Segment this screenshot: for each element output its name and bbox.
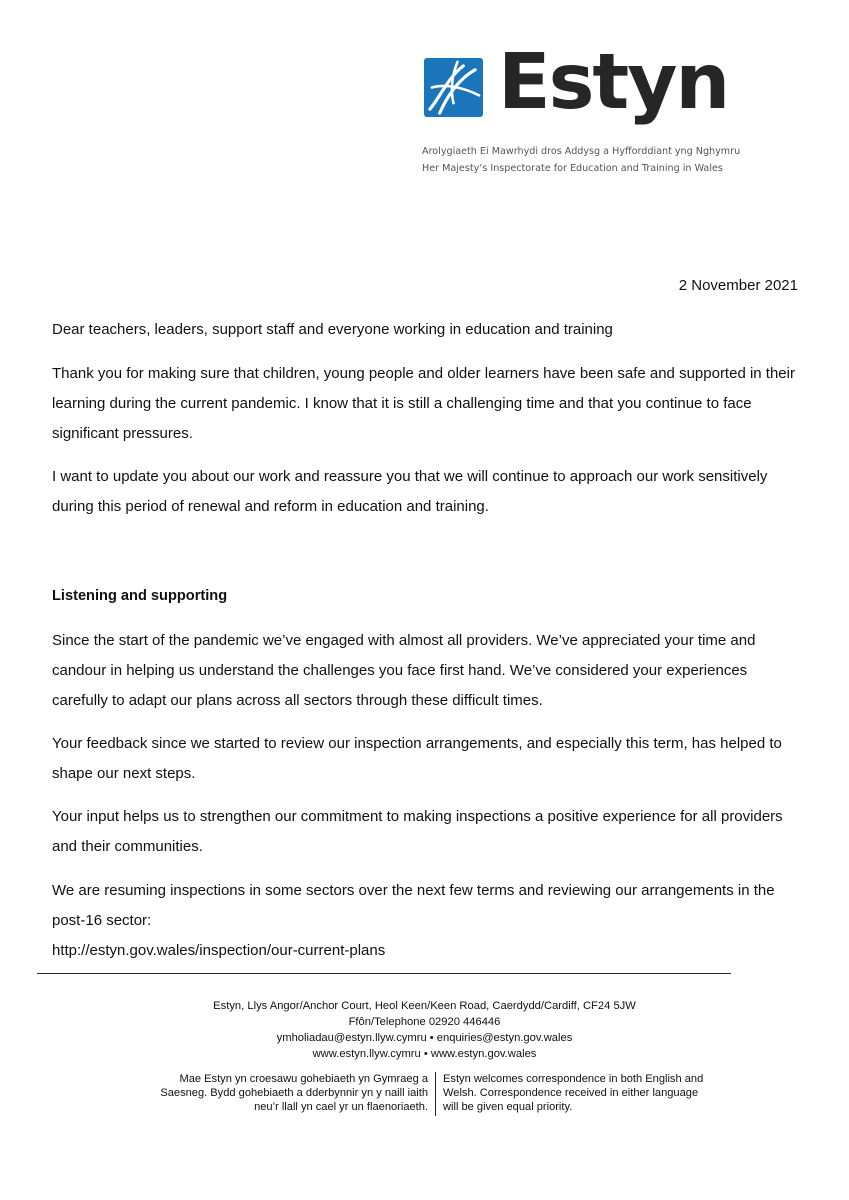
tagline-welsh: Arolygiaeth Ei Mawrhydi dros Addysg a Hyfforddiant yng Nghymru xyxy=(422,146,741,157)
paragraph-engagement: Since the start of the pandemic we’ve engaged with almost all providers. We’ve appreciated your time and candour in helping us understand the challenges you face first hand. We’ve considered your experiences carefully to adapt our plans across all sectors through these difficult times. xyxy=(52,632,756,709)
footer-address: Estyn, Llys Angor/Anchor Court, Heol Keen/Keen Road, Caerdydd/Cardiff, CF24 5JW xyxy=(213,1000,636,1012)
footer-welsh-statement: Mae Estyn yn croesawu gohebiaeth yn Gymraeg a Saesneg. Bydd gohebiaeth a dderbynnir yn y naill iaith neu’r llall yn cael yr un flaenoriaeth. xyxy=(160,1073,428,1113)
footer-telephone: Ffôn/Telephone 02920 446446 xyxy=(348,1016,501,1028)
footer-divider xyxy=(37,973,731,974)
paragraph-feedback: Your feedback since we started to review our inspection arrangements, and especially this term, has helped to shape our next steps. xyxy=(52,735,782,782)
paragraph-update: I want to update you about our work and reassure you that we will continue to approach our work sensitively during this period of renewal and reform in education and training. xyxy=(52,468,768,515)
current-plans-link[interactable]: http://estyn.gov.wales/inspection/our-current-plans xyxy=(52,942,386,959)
logo-wordmark: Estyn xyxy=(498,38,729,127)
footer-websites: www.estyn.llyw.cymru • www.estyn.gov.wales xyxy=(312,1048,537,1060)
tagline-english: Her Majesty’s Inspectorate for Education and Training in Wales xyxy=(422,163,723,174)
footer-english-statement: Estyn welcomes correspondence in both English and Welsh. Correspondence received in either language will be given equal priority. xyxy=(443,1073,704,1113)
salutation: Dear teachers, leaders, support staff and everyone working in education and training xyxy=(52,321,613,338)
estyn-logo-icon xyxy=(424,58,483,117)
footer-emails: ymholiadau@estyn.llyw.cymru • enquiries@estyn.gov.wales xyxy=(276,1032,573,1044)
paragraph-resuming: We are resuming inspections in some sectors over the next few terms and reviewing our arrangements in the post-16 sector: xyxy=(52,882,775,929)
letter-date: 2 November 2021 xyxy=(678,277,798,294)
paragraph-thanks: Thank you for making sure that children, young people and older learners have been safe and supported in their learning during the current pandemic. I know that it is still a challenging time and that you continue to face significant pressures. xyxy=(52,365,795,442)
paragraph-input: Your input helps us to strengthen our commitment to making inspections a positive experience for all providers and their communities. xyxy=(52,808,783,855)
section-heading: Listening and supporting xyxy=(52,588,228,604)
footer-statement-divider xyxy=(435,1072,436,1116)
